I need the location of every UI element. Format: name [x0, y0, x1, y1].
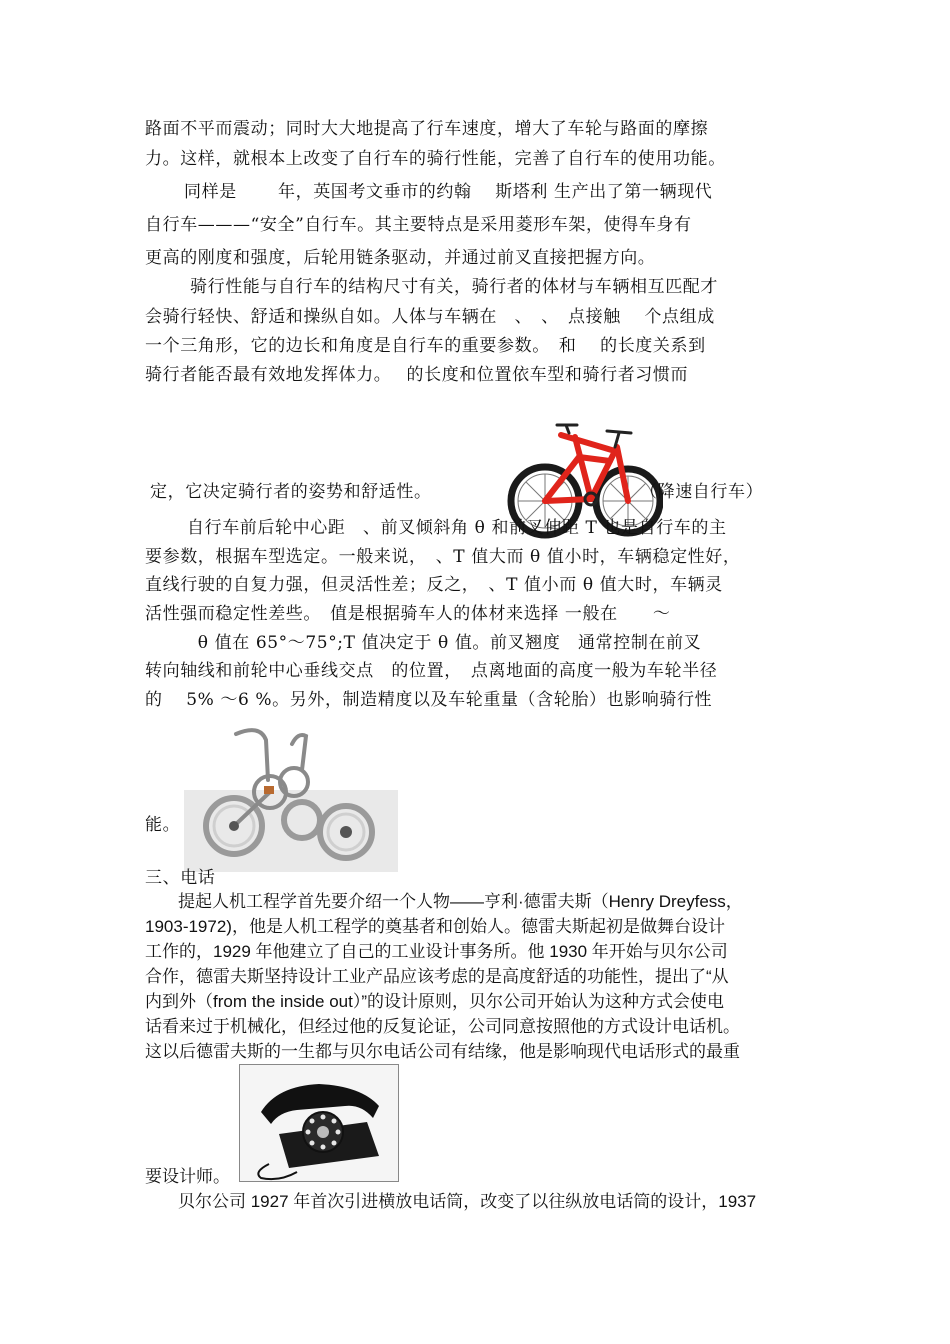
text-line: θ 值在 65°～75°;T 值决定于 θ 值。前叉翘度 通常控制在前叉 [145, 633, 702, 653]
text-line: 的 5% ～6 %。另外，制造精度以及车轮重量（含轮胎）也影响骑行性 [145, 690, 713, 710]
text-line: 自行车———“安全”自行车。其主要特点是采用菱形车架，使得车身有 [145, 215, 692, 235]
text-line: 合作，德雷夫斯坚持设计工业产品应该考虑的是高度舒适的功能性，提出了“从 [145, 967, 729, 986]
text-line: 同样是 年，英国考文垂市的约翰 斯塔利 生产出了第一辆现代 [184, 182, 713, 202]
text-line: 一个三角形，它的边长和角度是自行车的重要参数。 和 的长度关系到 [145, 336, 706, 356]
text-line: 要设计师。 [145, 1167, 230, 1186]
text-line: 工作的，1929 年他建立了自己的工业设计事务所。他 1930 年开始与贝尔公司 [145, 942, 728, 961]
text-line: 能。 [145, 815, 181, 835]
text-line: 贝尔公司 1927 年首次引进横放电话筒，改变了以往纵放电话筒的设计，1937 [178, 1192, 757, 1211]
text-line: 路面不平而震动；同时大大地提高了行车速度，增大了车轮与路面的摩擦 [145, 119, 709, 139]
text-line: 更高的刚度和强度，后轮用链条驱动，并通过前叉直接把握方向。 [145, 248, 656, 268]
image-caption: （降速自行车） [640, 482, 764, 502]
text-line: 直线行驶的自复力强，但灵活性差；反之， 、T 值小而 θ 值大时，车辆灵 [145, 575, 723, 595]
text-line: 转向轴线和前轮中心垂线交点 的位置， 点离地面的高度一般为车轮半径 [145, 661, 718, 681]
text-line: 活性强而稳定性差些。 值是根据骑车人的体材来选择 一般在 ～ [145, 604, 671, 624]
text-line: 这以后德雷夫斯的一生都与贝尔电话公司有结缘，他是影响现代电话形式的最重 [145, 1042, 740, 1061]
text-line: 自行车前后轮中心距 、前叉倾斜角 θ 和前叉伸距 T 也是自行车的主 [187, 518, 727, 538]
text-line: 力。这样，就根本上改变了自行车的骑行性能，完善了自行车的使用功能。 [145, 149, 726, 169]
section-title: 三、电话 [145, 868, 216, 888]
text-line: 1903-1972)，他是人机工程学的奠基者和创始人。德雷夫斯起初是做舞台设计 [145, 917, 725, 936]
text-line: 话看来过于机械化，但经过他的反复论证，公司同意按照他的方式设计电话机。 [145, 1017, 740, 1036]
text-line: 提起人机工程学首先要介绍一个人物——亨利·德雷夫斯（Henry Dreyfess， [178, 892, 743, 911]
folding-bike-image [184, 720, 398, 872]
text-line: 内到外（from the inside out）”的设计原则，贝尔公司开始认为这种方式会使电 [145, 992, 725, 1011]
text-line: 骑行性能与自行车的结构尺寸有关，骑行者的体材与车辆相互匹配才 [190, 277, 718, 297]
text-line: 定，它决定骑行者的姿势和舒适性。 [150, 482, 432, 502]
text-line: 要参数，根据车型选定。一般来说， 、T 值大而 θ 值小时，车辆稳定性好， [145, 547, 741, 567]
text-line: 骑行者能否最有效地发挥体力。 的长度和位置依车型和骑行者习惯而 [145, 365, 689, 385]
text-line: 会骑行轻快、舒适和操纵自如。人体与车辆在 、 、 点接触 个点组成 [145, 307, 715, 327]
rotary-telephone-image [239, 1064, 399, 1182]
